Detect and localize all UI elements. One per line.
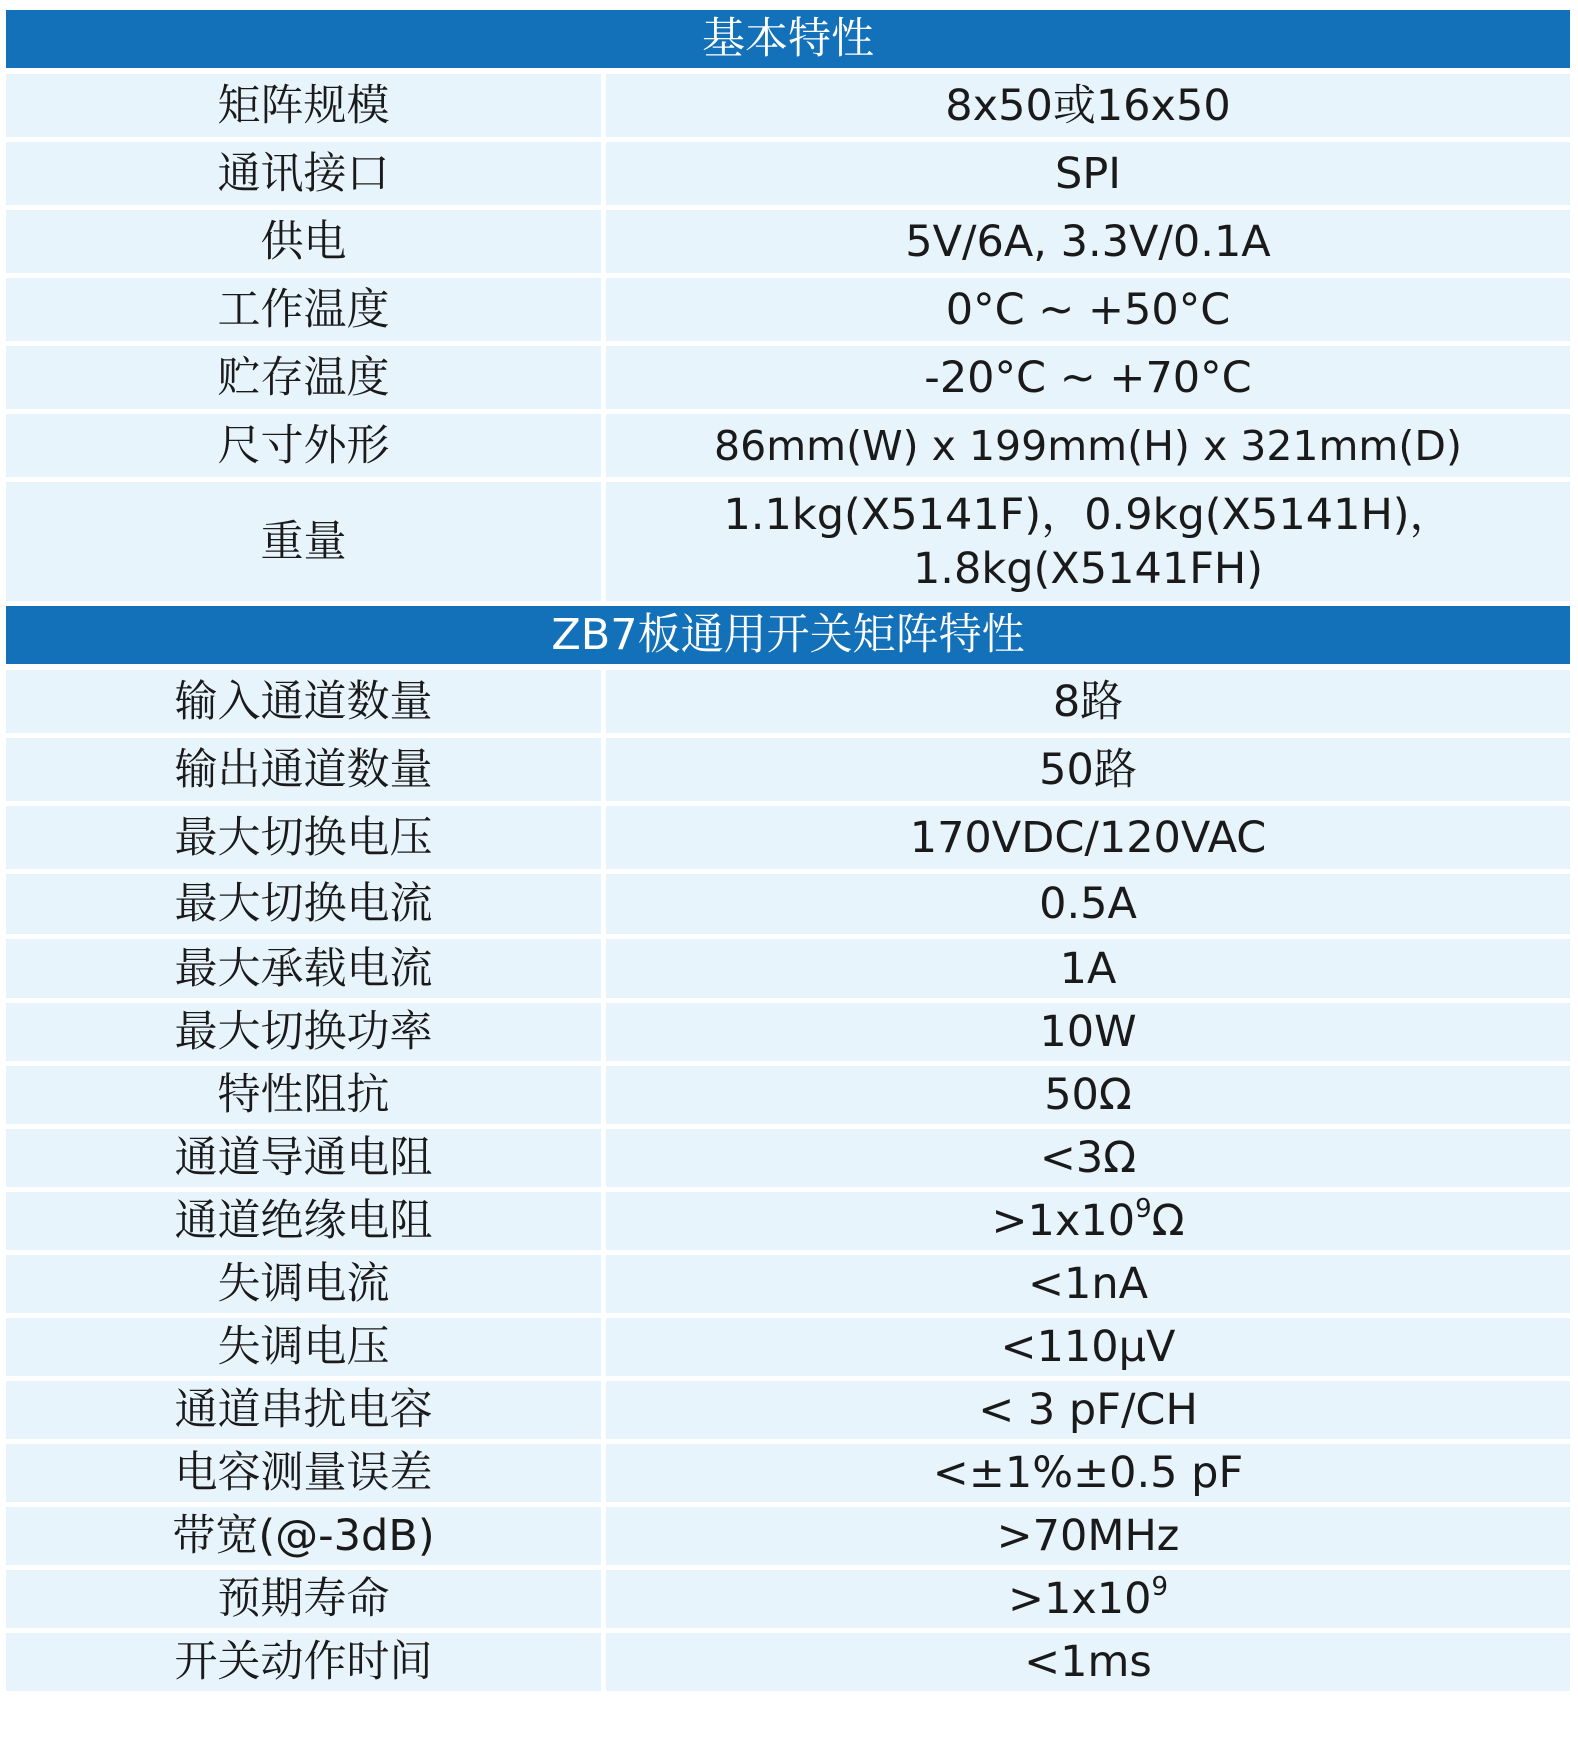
table-row <box>6 939 1570 1003</box>
spec-label: 尺寸外形 <box>6 414 606 482</box>
value-suffix: Ω <box>1151 1196 1185 1246</box>
table-row <box>6 482 1570 606</box>
spec-label: 输入通道数量 <box>6 670 606 738</box>
spec-value: 50Ω <box>606 1066 1570 1129</box>
section-title: ZB7板通用开关矩阵特性 <box>6 606 1570 670</box>
spec-label: 通道导通电阻 <box>6 1129 606 1192</box>
spec-label: 输出通道数量 <box>6 738 606 806</box>
spec-label: 贮存温度 <box>6 346 606 414</box>
table-row <box>6 874 1570 939</box>
spec-value: <110μV <box>606 1318 1570 1381</box>
spec-value: 5V/6A, 3.3V/0.1A <box>606 210 1570 278</box>
spec-value: 0.5A <box>606 874 1570 939</box>
spec-label: 通道绝缘电阻 <box>6 1192 606 1255</box>
spec-label: 最大切换电压 <box>6 806 606 874</box>
table-row <box>6 670 1570 738</box>
table-row <box>6 1192 1570 1255</box>
spec-label: 失调电流 <box>6 1255 606 1318</box>
spec-label: 通讯接口 <box>6 142 606 210</box>
spec-value: >70MHz <box>606 1507 1570 1570</box>
table-row <box>6 1318 1570 1381</box>
spec-label: 重量 <box>6 482 606 606</box>
table-row <box>6 738 1570 806</box>
table-row <box>6 1507 1570 1570</box>
section-header-zb7 <box>6 606 1570 670</box>
spec-label: 供电 <box>6 210 606 278</box>
table-row <box>6 74 1570 142</box>
section-header-basic <box>6 10 1570 74</box>
weight-line-1: 1.1kg(X5141F)，0.9kg(X5141H)， <box>723 489 1453 540</box>
value-exponent: 9 <box>1135 1194 1152 1224</box>
value-base: >1x10 <box>991 1196 1136 1246</box>
table-row <box>6 414 1570 482</box>
table-row <box>6 1381 1570 1444</box>
weight-line-2: 1.8kg(X5141FH) <box>912 543 1264 594</box>
spec-value: < 3 pF/CH <box>606 1381 1570 1444</box>
table-row <box>6 1066 1570 1129</box>
spec-label: 特性阻抗 <box>6 1066 606 1129</box>
spec-label: 矩阵规模 <box>6 74 606 142</box>
spec-value: <1ms <box>606 1633 1570 1696</box>
spec-label: 失调电压 <box>6 1318 606 1381</box>
spec-label: 开关动作时间 <box>6 1633 606 1696</box>
spec-value: 10W <box>606 1003 1570 1066</box>
spec-value: <±1%±0.5 pF <box>606 1444 1570 1507</box>
value-exponent: 9 <box>1151 1572 1169 1602</box>
table-row <box>6 1570 1570 1633</box>
spec-value: 8x50或16x50 <box>606 74 1570 142</box>
spec-value: -20°C ~ +70°C <box>606 346 1570 414</box>
table-row <box>6 806 1570 874</box>
spec-table <box>6 10 1570 1696</box>
spec-value <box>606 1192 1570 1255</box>
spec-label: 最大切换电流 <box>6 874 606 939</box>
spec-value: SPI <box>606 142 1570 210</box>
spec-label: 最大承载电流 <box>6 939 606 1003</box>
spec-value <box>606 482 1570 606</box>
table-row <box>6 278 1570 346</box>
table-row <box>6 1129 1570 1192</box>
spec-value <box>606 1570 1570 1633</box>
spec-label: 带宽(@-3dB) <box>6 1507 606 1570</box>
spec-label: 预期寿命 <box>6 1570 606 1633</box>
spec-value: 1A <box>606 939 1570 1003</box>
section-title: 基本特性 <box>6 10 1570 74</box>
spec-value: 86mm(W) x 199mm(H) x 321mm(D) <box>606 414 1570 482</box>
table-row <box>6 1444 1570 1507</box>
table-row <box>6 346 1570 414</box>
value-base: >1x10 <box>1007 1574 1152 1624</box>
spec-value: <3Ω <box>606 1129 1570 1192</box>
spec-label: 工作温度 <box>6 278 606 346</box>
table-row <box>6 1255 1570 1318</box>
table-row <box>6 1003 1570 1066</box>
spec-value: 50路 <box>606 738 1570 806</box>
spec-value: 170VDC/120VAC <box>606 806 1570 874</box>
spec-label: 最大切换功率 <box>6 1003 606 1066</box>
spec-label: 通道串扰电容 <box>6 1381 606 1444</box>
spec-value: 0°C ~ +50°C <box>606 278 1570 346</box>
table-row <box>6 210 1570 278</box>
table-row <box>6 142 1570 210</box>
spec-label: 电容测量误差 <box>6 1444 606 1507</box>
table-row <box>6 1633 1570 1696</box>
spec-value: <1nA <box>606 1255 1570 1318</box>
spec-value: 8路 <box>606 670 1570 738</box>
